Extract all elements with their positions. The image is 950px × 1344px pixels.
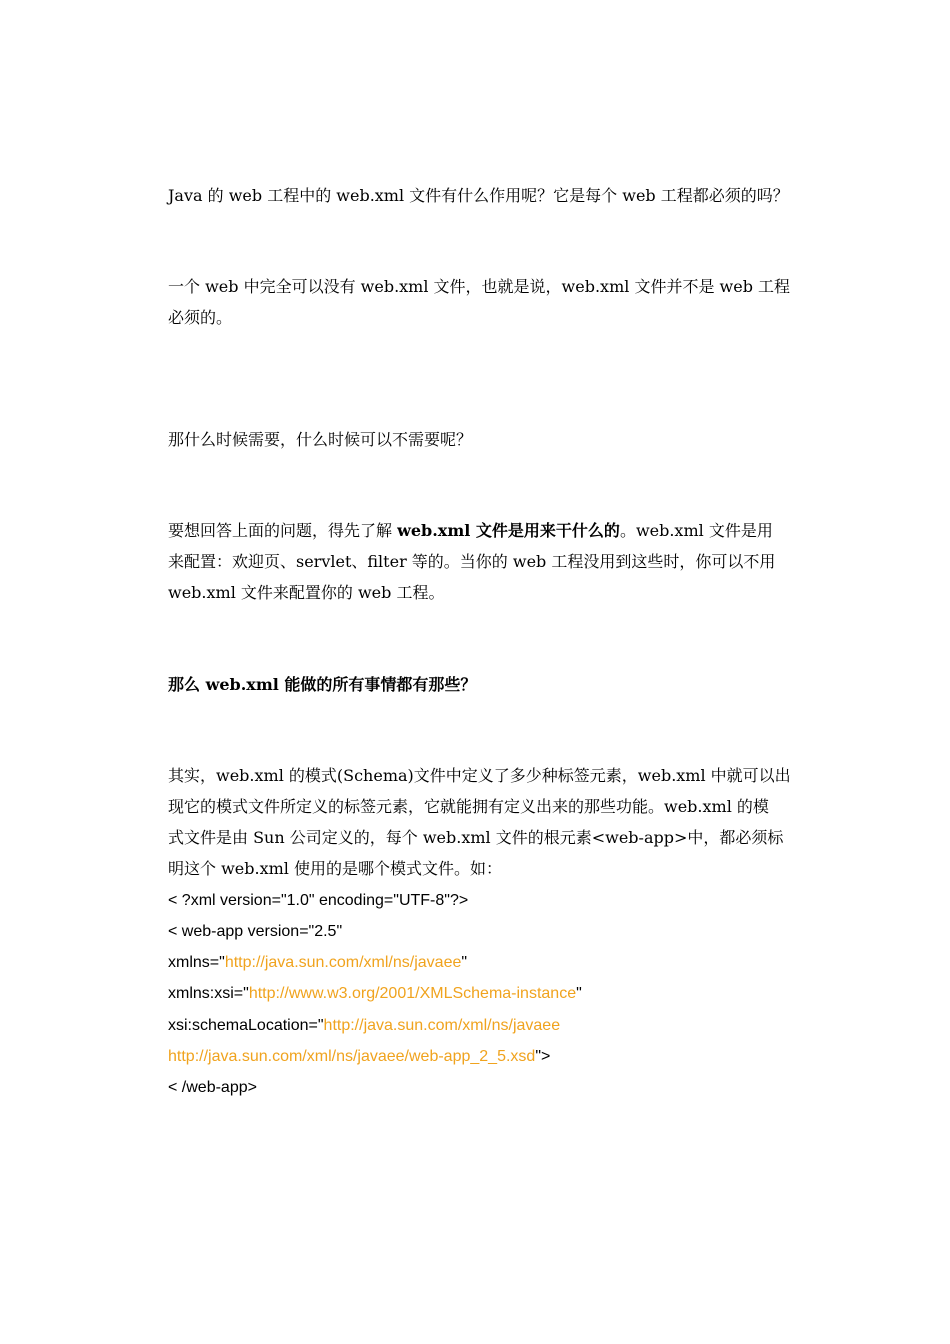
answer-1-line-2: 必须的。 xyxy=(168,308,233,327)
section-heading: 那么 web.xml 能做的所有事情都有那些？ xyxy=(168,675,477,694)
answer-2-line-2: 来配置：欢迎页、servlet、filter 等的。当你的 web 工程没用到这些时，你可以不用 xyxy=(168,552,776,571)
answer-2-emphasis: web.xml 文件是用来干什么的 xyxy=(397,521,620,540)
code-line-6-post: "> xyxy=(535,1048,551,1065)
code-line-3-pre: xmlns=" xyxy=(168,954,225,971)
code-line-4 xyxy=(168,978,788,1009)
answer-3-line-2: 现它的模式文件所定义的标签元素，它就能拥有定义出来的那些功能。web.xml 的模 xyxy=(168,797,769,816)
code-line-2: < web-app version="2.5" xyxy=(168,923,343,940)
question-2: 那什么时候需要，什么时候可以不需要呢？ xyxy=(168,430,473,449)
code-line-6 xyxy=(168,1041,788,1072)
answer-1-line-1: 一个 web 中完全可以没有 web.xml 文件，也就是说，web.xml 文件并不是 web 工程 xyxy=(168,277,791,296)
schema-location-link[interactable]: http://java.sun.com/xml/ns/javaee xyxy=(323,1017,561,1034)
javaee-namespace-link[interactable]: http://java.sun.com/xml/ns/javaee xyxy=(224,954,462,971)
question-1: Java 的 web 工程中的 web.xml 文件有什么作用呢？它是每个 web 工程都必须的吗？ xyxy=(168,186,789,205)
code-line-5-pre: xsi:schemaLocation=" xyxy=(168,1017,324,1034)
answer-3-line-3: 式文件是由 Sun 公司定义的，每个 web.xml 文件的根元素<web-app>中，都必须标 xyxy=(168,828,784,847)
code-line-1: < ?xml version="1.0" encoding="UTF-8"?> xyxy=(168,892,469,909)
code-line-5 xyxy=(168,1010,788,1041)
answer-2-line-1-post: 。web.xml 文件是用 xyxy=(619,521,773,540)
answer-2-line-1-pre: 要想回答上面的问题，得先了解 xyxy=(168,521,398,540)
code-line-7: < /web-app> xyxy=(168,1079,257,1096)
code-line-3-post: " xyxy=(461,954,468,971)
answer-2-line-1 xyxy=(168,515,788,546)
answer-3-line-4: 明这个 web.xml 使用的是哪个模式文件。如： xyxy=(168,859,502,878)
answer-3-line-1: 其实，web.xml 的模式(Schema)文件中定义了多少种标签元素，web.xml 中就可以出 xyxy=(168,766,791,785)
code-line-3 xyxy=(168,947,788,978)
xmlschema-instance-link[interactable]: http://www.w3.org/2001/XMLSchema-instance xyxy=(248,985,577,1002)
answer-2-line-3: web.xml 文件来配置你的 web 工程。 xyxy=(168,583,445,602)
code-line-4-pre: xmlns:xsi=" xyxy=(168,985,249,1002)
web-app-xsd-link[interactable]: http://java.sun.com/xml/ns/javaee/web-app_2_5.xsd xyxy=(168,1048,536,1065)
code-line-4-post: " xyxy=(576,985,582,1002)
